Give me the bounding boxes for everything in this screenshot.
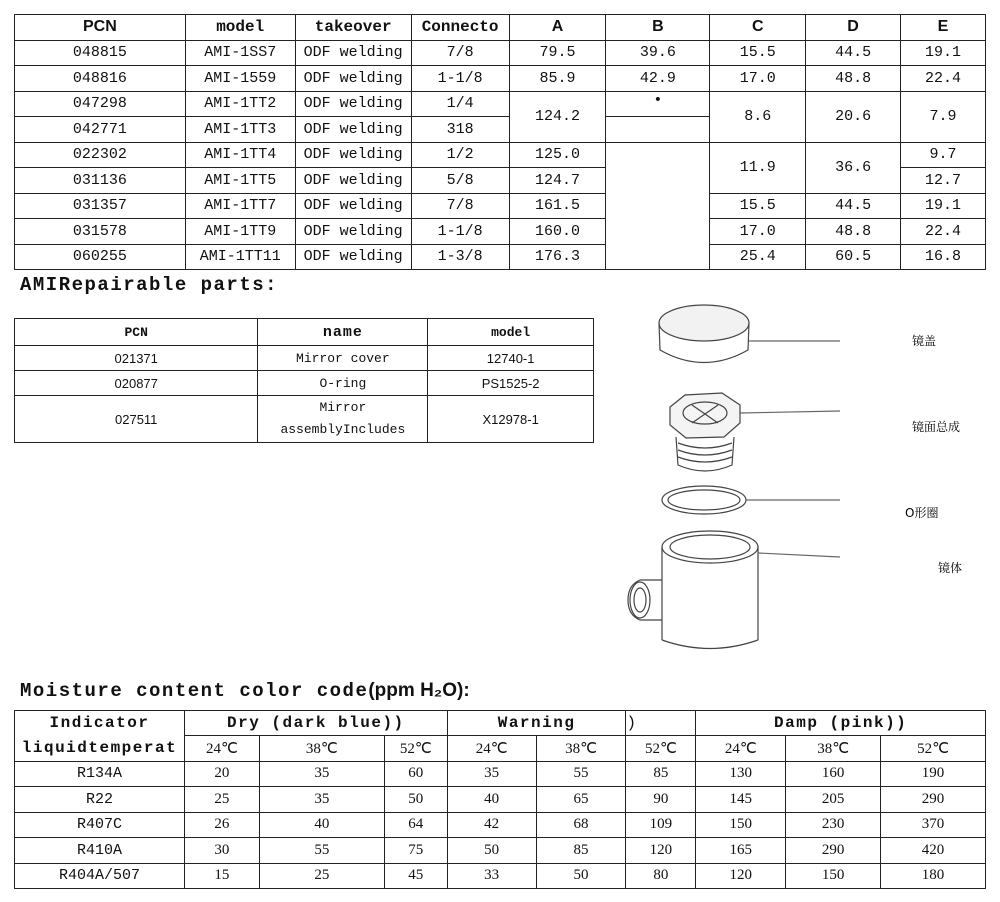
- spec-cell-a: 125.0: [509, 142, 606, 168]
- spec-cell-takeover: ODF welding: [295, 168, 411, 194]
- moisture-title-main: Moisture content color code: [20, 680, 369, 702]
- spec-cell-d: 60.5: [806, 244, 901, 270]
- table-row: [15, 40, 986, 66]
- spec-cell-takeover: ODF welding: [295, 219, 411, 245]
- diagram-label-mirror-assembly: 镜面总成: [912, 420, 961, 434]
- table-row: [15, 812, 986, 838]
- moisture-temp-cell: 38℃: [536, 736, 626, 762]
- moisture-value-cell: 42: [447, 812, 536, 838]
- spec-cell-model: AMI-1559: [185, 66, 295, 92]
- spec-cell-e: 22.4: [901, 219, 986, 245]
- moisture-value-cell: 55: [259, 838, 384, 864]
- spec-cell-pcn: 060255: [15, 244, 186, 270]
- moisture-value-cell: 85: [626, 761, 696, 787]
- spec-cell-model: AMI-1TT2: [185, 91, 295, 117]
- moisture-value-cell: 68: [536, 812, 626, 838]
- parts-cell-name: O-ring: [258, 371, 428, 396]
- spec-header-e: E: [901, 15, 986, 41]
- spec-cell-d: 44.5: [806, 40, 901, 66]
- moisture-value-cell: 420: [881, 838, 986, 864]
- moisture-refrigerant-cell: R404A/507: [15, 863, 185, 889]
- spec-cell-a: 85.9: [509, 66, 606, 92]
- moisture-value-cell: 15: [184, 863, 259, 889]
- parts-cell-model: 12740-1: [428, 346, 594, 371]
- mirror-assembly-part: [670, 393, 840, 471]
- o-ring-part: [662, 486, 840, 514]
- parts-cell-name: [258, 396, 428, 443]
- spec-header-model: model: [185, 15, 295, 41]
- spec-header-b: B: [606, 15, 710, 41]
- spec-cell-d: 48.8: [806, 219, 901, 245]
- parts-cell-pcn: 021371: [15, 346, 258, 371]
- table-row: [15, 863, 986, 889]
- moisture-refrigerant-cell: R410A: [15, 838, 185, 864]
- parts-cell-model: X12978-1: [428, 396, 594, 443]
- spec-cell-connector: 7/8: [411, 40, 509, 66]
- moisture-value-cell: 85: [536, 838, 626, 864]
- spec-cell-a: 160.0: [509, 219, 606, 245]
- mirror-body-part: [628, 531, 840, 649]
- moisture-value-cell: 25: [259, 863, 384, 889]
- moisture-temp-row: [15, 736, 986, 762]
- spec-cell-model: AMI-1TT7: [185, 193, 295, 219]
- moisture-value-cell: 40: [259, 812, 384, 838]
- moisture-table: [14, 710, 986, 889]
- spec-cell-connector: 1-3/8: [411, 244, 509, 270]
- spec-cell-d: 44.5: [806, 193, 901, 219]
- moisture-value-cell: 40: [447, 787, 536, 813]
- spec-cell-model: AMI-1SS7: [185, 40, 295, 66]
- moisture-value-cell: 45: [384, 863, 447, 889]
- sight-glass-exploded-diagram: [600, 295, 1000, 655]
- table-row: [15, 787, 986, 813]
- moisture-value-cell: 33: [447, 863, 536, 889]
- spec-cell-c: 11.9: [710, 142, 806, 193]
- moisture-temp-cell: 52℃: [626, 736, 696, 762]
- spec-header-takeover: takeover: [295, 15, 411, 41]
- table-row: [15, 244, 986, 270]
- table-row: [15, 838, 986, 864]
- table-row: [15, 346, 594, 371]
- spec-header-pcn: PCN: [15, 15, 186, 41]
- moisture-title-suffix: (ppm H₂O):: [368, 680, 470, 701]
- spec-cell-pcn: 048815: [15, 40, 186, 66]
- parts-header-pcn: PCN: [15, 319, 258, 346]
- spec-cell-b: •: [606, 91, 710, 117]
- spec-cell-model: AMI-1TT3: [185, 117, 295, 143]
- moisture-value-cell: 160: [786, 761, 881, 787]
- moisture-value-cell: 150: [696, 812, 786, 838]
- spec-cell-c: 8.6: [710, 91, 806, 142]
- spec-cell-d: 36.6: [806, 142, 901, 193]
- moisture-value-cell: 230: [786, 812, 881, 838]
- spec-cell-c: 17.0: [710, 66, 806, 92]
- spec-cell-connector: 1/4: [411, 91, 509, 117]
- table-row: [15, 142, 986, 168]
- spec-cell-takeover: ODF welding: [295, 66, 411, 92]
- table-row: [15, 193, 986, 219]
- spec-cell-pcn: 047298: [15, 91, 186, 117]
- moisture-value-cell: 60: [384, 761, 447, 787]
- table-row: [15, 371, 594, 396]
- moisture-header-warning: Warning: [447, 711, 626, 736]
- moisture-value-cell: 120: [696, 863, 786, 889]
- moisture-value-cell: 109: [626, 812, 696, 838]
- moisture-value-cell: 20: [184, 761, 259, 787]
- moisture-value-cell: 35: [447, 761, 536, 787]
- parts-cell-name: Mirror cover: [258, 346, 428, 371]
- moisture-value-cell: 75: [384, 838, 447, 864]
- moisture-value-cell: 290: [786, 838, 881, 864]
- spec-cell-c: 15.5: [710, 40, 806, 66]
- mirror-cover-part: [659, 305, 840, 363]
- table-row: [15, 91, 986, 117]
- spec-cell-c: 17.0: [710, 219, 806, 245]
- moisture-value-cell: 65: [536, 787, 626, 813]
- spec-cell-e: 22.4: [901, 66, 986, 92]
- spec-cell-e: 12.7: [901, 168, 986, 194]
- spec-cell-e: 16.8: [901, 244, 986, 270]
- parts-header-name: name: [258, 319, 428, 346]
- table-row: [15, 396, 594, 443]
- moisture-temp-cell: 38℃: [259, 736, 384, 762]
- moisture-temp-cell: 24℃: [447, 736, 536, 762]
- moisture-value-cell: 120: [626, 838, 696, 864]
- spec-cell-e: 19.1: [901, 40, 986, 66]
- spec-header-a: A: [509, 15, 606, 41]
- moisture-section-title: [20, 680, 470, 702]
- moisture-value-cell: 80: [626, 863, 696, 889]
- spec-cell-connector: 1-1/8: [411, 219, 509, 245]
- spec-cell-e: 7.9: [901, 91, 986, 142]
- spec-cell-a: 161.5: [509, 193, 606, 219]
- spec-cell-pcn: 022302: [15, 142, 186, 168]
- spec-cell-a: 124.7: [509, 168, 606, 194]
- table-row: [15, 219, 986, 245]
- spec-cell-e: 9.7: [901, 142, 986, 168]
- moisture-header-liquid-temp: liquidtemperat: [15, 736, 185, 762]
- parts-section-title: AMIRepairable parts:: [20, 274, 279, 296]
- spec-cell-a: 79.5: [509, 40, 606, 66]
- moisture-refrigerant-cell: R407C: [15, 812, 185, 838]
- moisture-temp-cell: 38℃: [786, 736, 881, 762]
- spec-cell-d: 20.6: [806, 91, 901, 142]
- moisture-value-cell: 150: [786, 863, 881, 889]
- spec-cell-pcn: 031578: [15, 219, 186, 245]
- moisture-header-stray: ): [626, 711, 696, 736]
- spec-cell-a: 176.3: [509, 244, 606, 270]
- spec-cell-connector: 318: [411, 117, 509, 143]
- spec-cell-e: 19.1: [901, 193, 986, 219]
- moisture-temp-cell: 52℃: [384, 736, 447, 762]
- moisture-value-cell: 50: [384, 787, 447, 813]
- moisture-value-cell: 25: [184, 787, 259, 813]
- spec-header-connector: Connecto: [411, 15, 509, 41]
- diagram-label-mirror-body: 镜体: [938, 561, 963, 575]
- diagram-label-mirror-cover: 镜盖: [912, 334, 937, 348]
- moisture-temp-cell: 24℃: [696, 736, 786, 762]
- moisture-value-cell: 370: [881, 812, 986, 838]
- table-row: [15, 761, 986, 787]
- spec-cell-pcn: 031136: [15, 168, 186, 194]
- spec-cell-pcn: 031357: [15, 193, 186, 219]
- spec-cell-model: AMI-1TT5: [185, 168, 295, 194]
- moisture-value-cell: 26: [184, 812, 259, 838]
- moisture-value-cell: 130: [696, 761, 786, 787]
- moisture-value-cell: 290: [881, 787, 986, 813]
- parts-cell-name-line2: assemblyIncludes: [280, 422, 406, 437]
- moisture-value-cell: 35: [259, 761, 384, 787]
- parts-cell-pcn: 020877: [15, 371, 258, 396]
- spec-cell-c: 15.5: [710, 193, 806, 219]
- moisture-value-cell: 64: [384, 812, 447, 838]
- parts-cell-model: PS1525-2: [428, 371, 594, 396]
- spec-cell-takeover: ODF welding: [295, 91, 411, 117]
- parts-header-row: [15, 319, 594, 346]
- spec-cell-model: AMI-1TT4: [185, 142, 295, 168]
- moisture-value-cell: 50: [447, 838, 536, 864]
- parts-header-model: model: [428, 319, 594, 346]
- spec-header-c: C: [710, 15, 806, 41]
- moisture-header-indicator: Indicator: [15, 711, 185, 736]
- moisture-value-cell: 145: [696, 787, 786, 813]
- moisture-temp-cell: 52℃: [881, 736, 986, 762]
- spec-cell-takeover: ODF welding: [295, 244, 411, 270]
- spec-header-row: [15, 15, 986, 41]
- spec-cell-takeover: ODF welding: [295, 40, 411, 66]
- spec-cell-connector: 7/8: [411, 193, 509, 219]
- spec-cell-b: [606, 142, 710, 270]
- spec-cell-b: [606, 117, 710, 143]
- spec-cell-model: AMI-1TT9: [185, 219, 295, 245]
- moisture-value-cell: 35: [259, 787, 384, 813]
- spec-cell-takeover: ODF welding: [295, 117, 411, 143]
- spec-cell-c: 25.4: [710, 244, 806, 270]
- moisture-value-cell: 205: [786, 787, 881, 813]
- spec-header-d: D: [806, 15, 901, 41]
- spec-cell-d: 48.8: [806, 66, 901, 92]
- spec-cell-takeover: ODF welding: [295, 193, 411, 219]
- spec-cell-pcn: 048816: [15, 66, 186, 92]
- moisture-value-cell: 90: [626, 787, 696, 813]
- moisture-value-cell: 190: [881, 761, 986, 787]
- moisture-header-damp: Damp (pink)): [696, 711, 986, 736]
- moisture-header-row: [15, 711, 986, 736]
- spec-cell-b: 39.6: [606, 40, 710, 66]
- moisture-value-cell: 30: [184, 838, 259, 864]
- spec-cell-model: AMI-1TT11: [185, 244, 295, 270]
- moisture-header-dry: Dry (dark blue)): [184, 711, 447, 736]
- moisture-refrigerant-cell: R134A: [15, 761, 185, 787]
- spec-cell-connector: 1-1/8: [411, 66, 509, 92]
- spec-cell-connector: 1/2: [411, 142, 509, 168]
- table-row: [15, 66, 986, 92]
- moisture-value-cell: 180: [881, 863, 986, 889]
- moisture-temp-cell: 24℃: [184, 736, 259, 762]
- spec-table: [14, 14, 986, 270]
- spec-cell-a: 124.2: [509, 91, 606, 142]
- spec-cell-b: 42.9: [606, 66, 710, 92]
- spec-cell-pcn: 042771: [15, 117, 186, 143]
- diagram-label-o-ring: O形圈: [905, 506, 939, 520]
- moisture-refrigerant-cell: R22: [15, 787, 185, 813]
- moisture-value-cell: 50: [536, 863, 626, 889]
- parts-table: [14, 318, 594, 443]
- spec-cell-connector: 5/8: [411, 168, 509, 194]
- parts-cell-name-line1: Mirror: [319, 400, 367, 415]
- moisture-value-cell: 165: [696, 838, 786, 864]
- spec-cell-takeover: ODF welding: [295, 142, 411, 168]
- parts-cell-pcn: 027511: [15, 396, 258, 443]
- moisture-value-cell: 55: [536, 761, 626, 787]
